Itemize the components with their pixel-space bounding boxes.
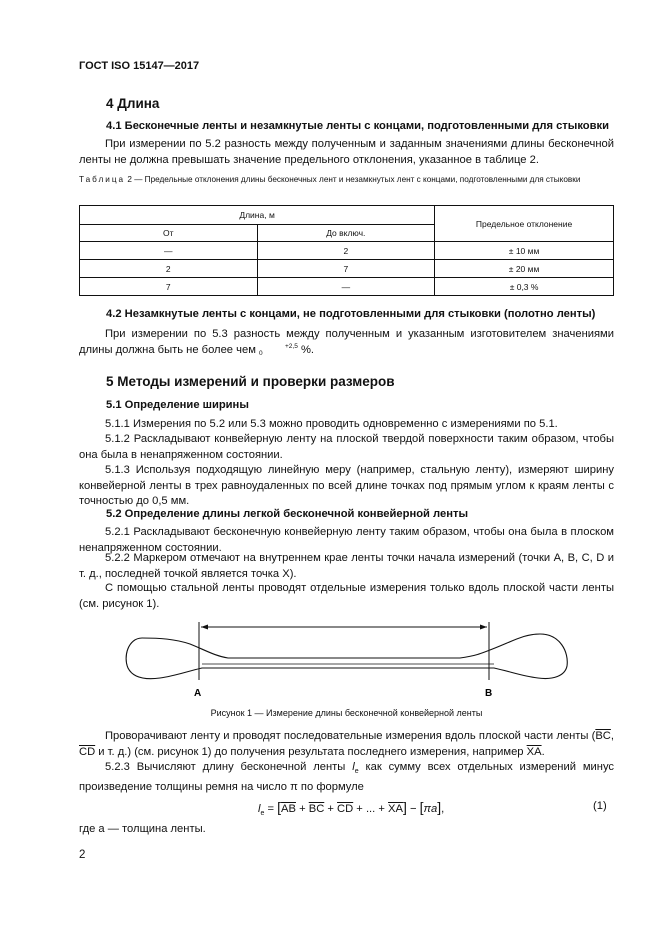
arrow-right-icon — [480, 625, 487, 630]
deviation-table — [79, 205, 614, 296]
header-from: От — [80, 225, 258, 242]
table-caption-prefix: Таблица — [79, 175, 126, 184]
table-row — [80, 242, 614, 260]
cell-from: 7 — [80, 278, 258, 296]
formula-sub: e — [260, 810, 265, 818]
document-header: ГОСТ ISO 15147—2017 — [79, 60, 200, 72]
arc-cd: $\overline{CD}$ — [79, 745, 96, 758]
formula-bc: $\overline{BC}$ — [308, 803, 325, 815]
belt-figure — [120, 612, 570, 702]
para-5-2-3: С помощью стальной ленты проводят отдельные измерения только вдоль плоской части ленты (см. рисунок 1). — [79, 582, 614, 610]
header-deviation: Предельное отклонение — [435, 206, 614, 242]
formula-number: (1) — [593, 800, 607, 812]
belt-outer-shape — [126, 634, 567, 679]
formula-minus: − — [406, 803, 420, 815]
tolerance-upper: +2,5 — [285, 342, 298, 350]
arc-bc: $\overline{BC}$ — [595, 730, 611, 742]
cell-dev: ± 10 мм — [435, 242, 614, 260]
formula-dots: + ... + — [353, 803, 389, 815]
formula-xa: $\overline{XA}$ — [388, 803, 403, 815]
table-caption-text: 2 — Предельные отклонения длины бесконечных лент и незамкнутых лент с концами, подготовленными для стыковки — [127, 175, 581, 184]
section-4-2-text — [79, 327, 614, 358]
table-caption — [79, 174, 614, 186]
cell-from: — — [80, 242, 258, 260]
section-4-title: 4 Длина — [106, 96, 160, 111]
section-4-1-text: При измерении по 5.2 разность между полученным и заданным значениями длины бесконечной ленты не должна превышать значение предельного отклонения, указанное в таблице 2. — [79, 138, 614, 166]
section-4-2-text-b: %. — [300, 343, 315, 356]
tolerance-lower: 0 — [259, 349, 263, 357]
page-number: 2 — [79, 849, 86, 861]
formula: $l_e = [\overline{AB} + \overline{BC} + \overline{CD}$ + ... + $\overline{XA}] - [\pi a]$, — [258, 799, 445, 818]
para-calc-b: как сумму всех отдельных измерений минус произведение толщины ремня на число π по формуле — [79, 761, 615, 793]
formula-comma: , — [441, 803, 445, 815]
table-row — [80, 278, 614, 296]
formula-ab: $\overline{AB}$ — [281, 803, 296, 815]
para-calc-a: 5.2.3 Вычисляют длину бесконечной ленты — [105, 761, 346, 773]
para-5-1-3: 5.1.3 Используя подходящую линейную меру (например, стальную ленту), измеряют ширину конвейерной ленты в трех равноудаленных по всей длине точках под прямым углом к краям ленты с точностью до 0,5 мм. — [79, 464, 614, 507]
para-5-2-3-calc — [79, 760, 614, 795]
formula-eq: = — [264, 803, 278, 815]
para-rotate — [79, 729, 614, 760]
para-rotate-d: . — [541, 745, 545, 758]
symbol-l: l — [352, 761, 355, 773]
para-5-1-2: 5.1.2 Раскладывают конвейерную ленту на плоской твердой поверхности таким образом, чтобы она была в ненапряженном состоянии. — [79, 433, 614, 461]
para-rotate-b: , — [610, 730, 614, 742]
para-5-1-1: 5.1.1 Измерения по 5.2 или 5.3 можно проводить одновременно с измерениями по 5.1. — [105, 418, 558, 430]
where-clause: где a — толщина ленты. — [79, 823, 206, 835]
table-row — [80, 260, 614, 278]
cell-to: — — [257, 278, 435, 296]
para-5-2-2: 5.2.2 Маркером отмечают на внутреннем крае ленты точки начала измерений (точки A, B, C, D и т. д., последней точкой является точка X). — [79, 552, 614, 580]
symbol-e: e — [354, 768, 359, 776]
cell-dev: ± 20 мм — [435, 260, 614, 278]
cell-from: 2 — [80, 260, 258, 278]
section-4-2-text-a: При измерении по 5.3 разность между полученным и указанным изготовителем значениями длины должна быть не более чем — [79, 328, 614, 356]
point-b-label: B — [485, 688, 493, 699]
section-5-1-title: 5.1 Определение ширины — [106, 399, 249, 411]
point-a-label: A — [194, 688, 202, 699]
header-to: До включ. — [257, 225, 435, 242]
para-5-2-1: 5.2.1 Раскладывают бесконечную конвейерную ленту таким образом, чтобы она была в плоском ненапряженном состоянии. — [79, 526, 614, 554]
para-rotate-a: Проворачивают ленту и проводят последовательные измерения вдоль плоской части ленты ( — [105, 730, 596, 742]
cell-to: 7 — [257, 260, 435, 278]
arc-xa: $\overline{XA}$ — [526, 745, 542, 758]
section-5-title: 5 Методы измерений и проверки размеров — [106, 374, 395, 389]
section-4-2-title: 4.2 Незамкнутые ленты с концами, не подготовленными для стыковки (полотно ленты) — [106, 308, 596, 320]
cell-dev: ± 0,3 % — [435, 278, 614, 296]
figure-caption: Рисунок 1 — Измерение длины бесконечной конвейерной ленты — [210, 708, 483, 718]
arrow-left-icon — [201, 625, 208, 630]
section-5-2-title: 5.2 Определение длины легкой бесконечной конвейерной ленты — [106, 508, 469, 520]
header-length: Длина, м — [80, 206, 435, 225]
para-rotate-c: и т. д.) (см. рисунок 1) до получения результата последнего измерения, например — [95, 745, 524, 758]
cell-to: 2 — [257, 242, 435, 260]
tolerance — [259, 343, 298, 357]
formula-l: l — [258, 803, 261, 815]
formula-cd: $\overline{CD}$ — [337, 803, 354, 815]
section-4-1-title: 4.1 Бесконечные ленты и незамкнутые ленты с концами, подготовленными для стыковки — [106, 120, 609, 132]
formula-pia: πa — [423, 803, 438, 815]
